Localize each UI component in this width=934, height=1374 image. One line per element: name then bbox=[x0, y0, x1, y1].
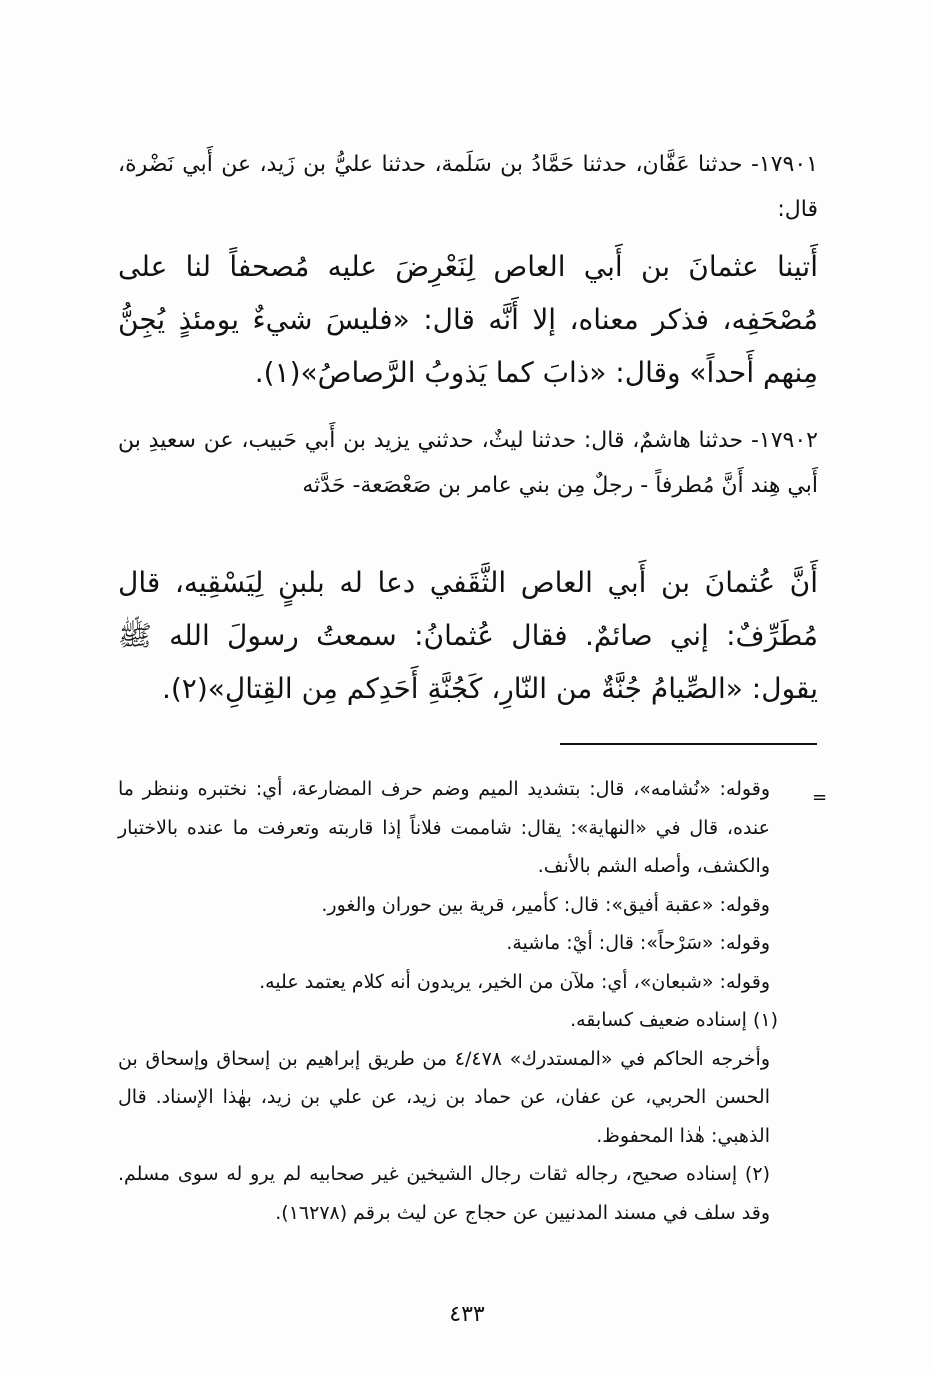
footnote-2: (٢) إسناده صحيح، رجاله ثقات رجال الشيخين غير صحابيه لم يرو له سوى مسلم. وقد سلف في مسند المدنيين عن حجاج عن ليث برقم (١٦٢٧٨). bbox=[118, 1163, 770, 1224]
hadith-17901-isnad: ١٧٩٠١- حدثنا عَفَّان، حدثنا حَمَّادُ بن سَلَمة، حدثنا عليُّ بن زَيد، عن أَبي نَضْرة، قال: bbox=[118, 152, 818, 222]
page-number: ٤٣٣ bbox=[449, 1302, 485, 1327]
hadith-17902-matn: أَنَّ عُثمانَ بن أَبي العاص الثَّقَفي دعا له بلبنٍ لِيَسْقِيه، قال مُطَرِّفٌ: إني صائمٌ. فقال عُثمانُ: سمعتُ رسولَ الله ﷺ يقول: «الصِّيامُ جُنَّةٌ من النّارِ، كَجُنَّةِ أَحَدِكم مِن القِتالِ»(٢). bbox=[118, 566, 818, 705]
footnote-paragraph: وقوله: «عقبة أفيق»: قال: كأمير، قرية بين حوران والغور. bbox=[321, 893, 770, 916]
footnote-continuation-mark: = bbox=[812, 787, 828, 808]
footnote-1-continued: وأخرجه الحاكم في «المستدرك» ٤/٤٧٨ من طريق إبراهيم بن إسحاق وإسحاق بن الحسن الحربي، عن عفان، عن حماد بن زيد، عن علي بن زيد، بهٰذا الإسناد. قال الذهبي: هٰذا المحفوظ. bbox=[118, 1047, 770, 1147]
footnote-paragraph: وقوله: «شبعان»، أي: ملآن من الخير، يريدون أنه كلام يعتمد عليه. bbox=[259, 970, 770, 993]
footnotes-block bbox=[118, 770, 818, 1232]
hadith-17902-isnad: ١٧٩٠٢- حدثنا هاشمٌ، قال: حدثنا ليثٌ، حدثني يزيد بن أَبي حَبيب، عن سعيدِ بن أَبي هِند أَنَّ مُطرفاً - رجلٌ مِن بني عامر بن صَعْصَعة- حَدَّثه bbox=[118, 428, 818, 498]
footnote-separator bbox=[560, 743, 817, 745]
footnote-1: (١) إسناده ضعيف كسابقه. bbox=[570, 1009, 778, 1031]
footnote-paragraph: وقوله: «سَرْحاً»: قال: أيْ: ماشية. bbox=[506, 932, 770, 954]
hadith-17901-matn: أَتينا عثمانَ بن أَبي العاص لِنَعْرِضَ عليه مُصحفاً لنا على مُصْحَفِه، فذكر معناه، إلا أَنَّه قال: «فليسَ شيءٌ يومئذٍ يُجِنُّ مِنهم أَحداً» وقال: «ذابَ كما يَذوبُ الرَّصاصُ»(١). bbox=[118, 250, 818, 389]
footnote-paragraph: وقوله: «نُشامه»، قال: بتشديد الميم وضم حرف المضارعة، أي: نختبره وننظر ما عنده، قال في «النهاية»: يقال: شاممت فلاناً إذا قاربته وتعرفت ما عنده بالاختبار والكشف، وأصله الشم بالأنف. bbox=[118, 778, 770, 877]
